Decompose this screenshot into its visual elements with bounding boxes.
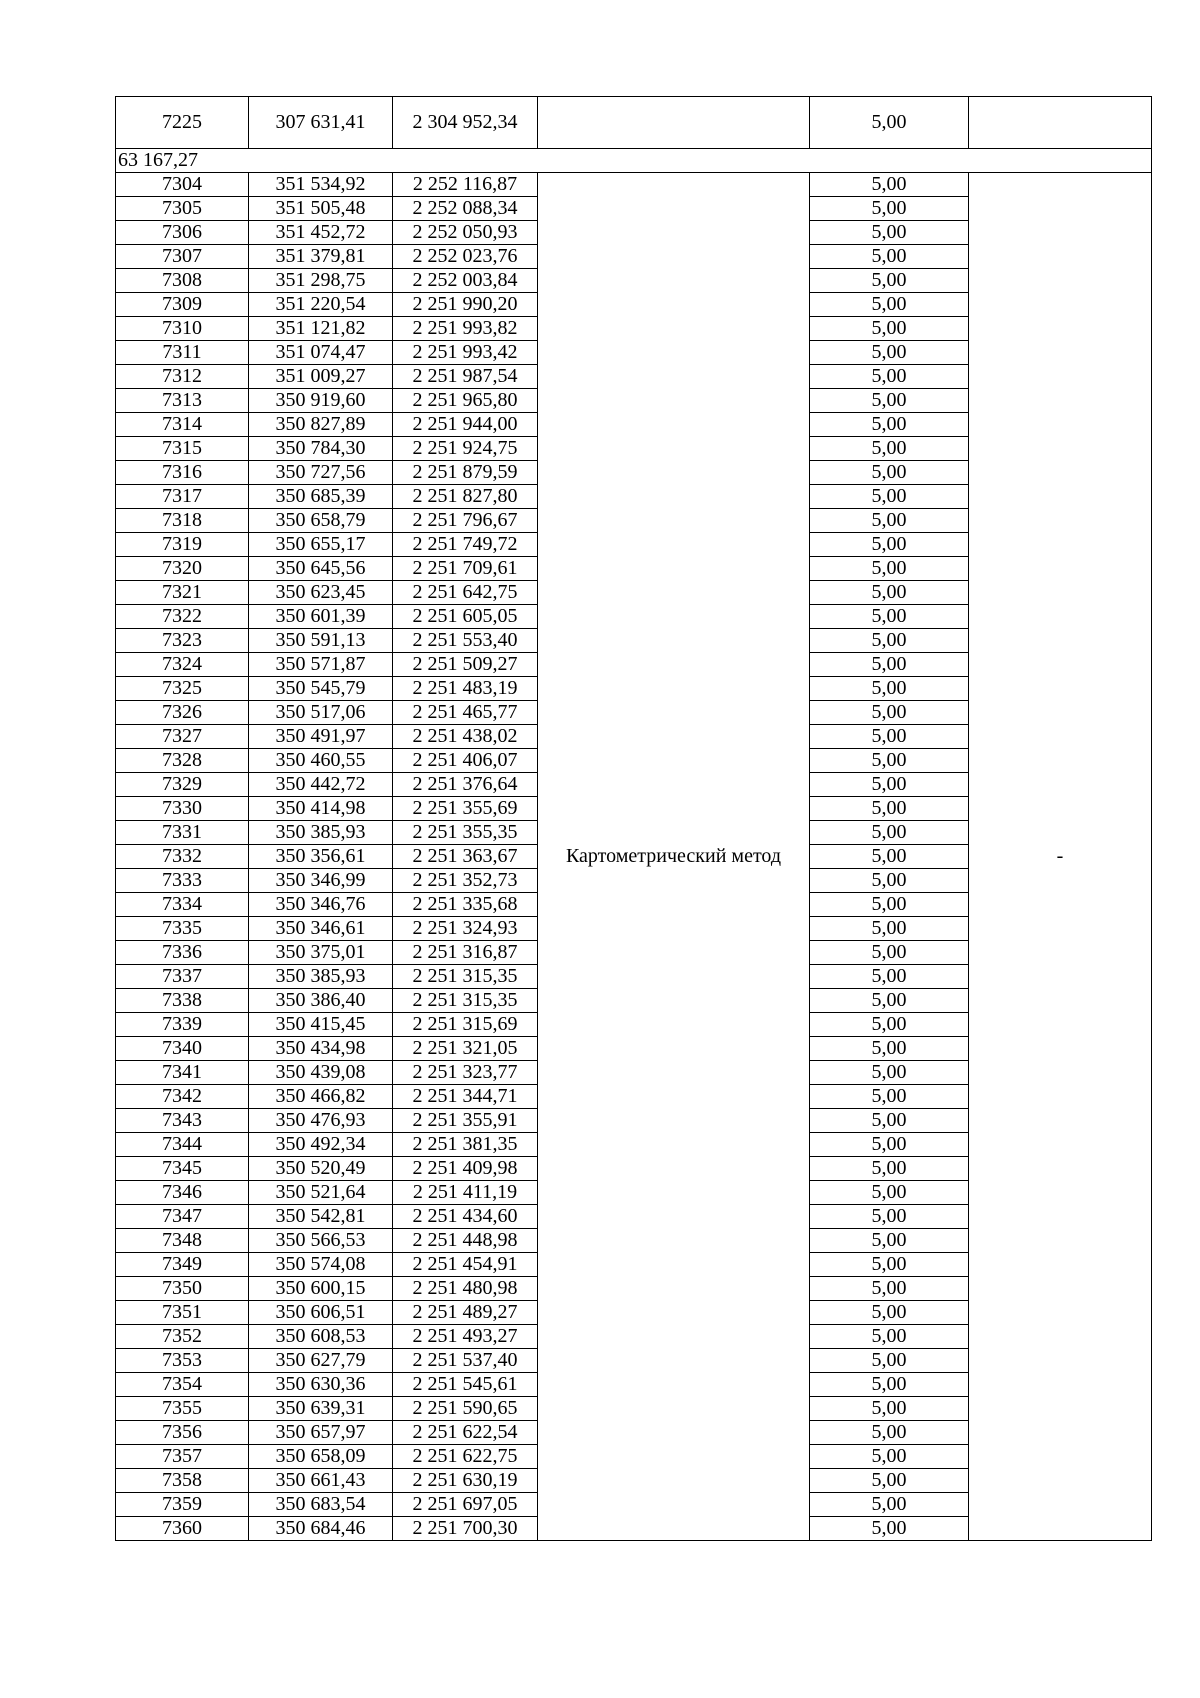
y-coordinate-cell: 2 251 796,67 [393, 509, 538, 533]
x-coordinate-cell: 351 452,72 [249, 221, 393, 245]
accuracy-cell: 5,00 [810, 509, 969, 533]
y-coordinate-cell: 2 252 116,87 [393, 173, 538, 197]
point-number-cell: 7309 [116, 293, 249, 317]
accuracy-cell: 5,00 [810, 245, 969, 269]
x-coordinate-cell: 350 639,31 [249, 1397, 393, 1421]
accuracy-cell: 5,00 [810, 437, 969, 461]
point-number-cell: 7343 [116, 1109, 249, 1133]
y-coordinate-cell: 2 251 324,93 [393, 917, 538, 941]
point-number-cell: 7323 [116, 629, 249, 653]
accuracy-cell: 5,00 [810, 869, 969, 893]
x-coordinate-cell: 350 600,15 [249, 1277, 393, 1301]
x-coordinate-cell: 350 574,08 [249, 1253, 393, 1277]
y-coordinate-cell: 2 251 335,68 [393, 893, 538, 917]
x-coordinate-cell: 350 630,36 [249, 1373, 393, 1397]
x-coordinate-cell: 350 386,40 [249, 989, 393, 1013]
point-number-cell: 7353 [116, 1349, 249, 1373]
point-number-cell: 7308 [116, 269, 249, 293]
y-coordinate-cell: 2 251 315,35 [393, 989, 538, 1013]
accuracy-cell: 5,00 [810, 1421, 969, 1445]
y-coordinate-cell: 2 251 355,91 [393, 1109, 538, 1133]
y-coordinate-cell: 2 251 993,42 [393, 341, 538, 365]
x-coordinate-cell: 351 009,27 [249, 365, 393, 389]
point-number-cell: 7332 [116, 845, 249, 869]
x-coordinate-cell: 350 591,13 [249, 629, 393, 653]
note-cell [969, 97, 1152, 149]
accuracy-cell: 5,00 [810, 317, 969, 341]
point-number-cell: 7340 [116, 1037, 249, 1061]
x-coordinate-cell: 350 657,97 [249, 1421, 393, 1445]
y-coordinate-cell: 2 251 509,27 [393, 653, 538, 677]
y-coordinate-cell: 2 252 003,84 [393, 269, 538, 293]
point-number-cell: 7359 [116, 1493, 249, 1517]
point-number-cell: 7325 [116, 677, 249, 701]
y-coordinate-cell: 2 251 406,07 [393, 749, 538, 773]
x-coordinate-cell: 350 346,76 [249, 893, 393, 917]
accuracy-cell: 5,00 [810, 1133, 969, 1157]
accuracy-cell: 5,00 [810, 1493, 969, 1517]
point-number-cell: 7341 [116, 1061, 249, 1085]
point-number-cell: 7356 [116, 1421, 249, 1445]
accuracy-cell: 5,00 [810, 845, 969, 869]
accuracy-cell: 5,00 [810, 701, 969, 725]
y-coordinate-cell: 2 251 434,60 [393, 1205, 538, 1229]
accuracy-cell: 5,00 [810, 797, 969, 821]
x-coordinate-cell: 350 645,56 [249, 557, 393, 581]
x-coordinate-cell: 350 520,49 [249, 1157, 393, 1181]
point-number-cell: 7313 [116, 389, 249, 413]
y-coordinate-cell: 2 251 924,75 [393, 437, 538, 461]
y-coordinate-cell: 2 251 316,87 [393, 941, 538, 965]
point-number-cell: 7344 [116, 1133, 249, 1157]
x-coordinate-cell: 350 346,61 [249, 917, 393, 941]
y-coordinate-cell: 2 251 363,67 [393, 845, 538, 869]
accuracy-cell: 5,00 [810, 173, 969, 197]
point-number-cell: 7319 [116, 533, 249, 557]
x-coordinate-cell: 350 608,53 [249, 1325, 393, 1349]
y-coordinate-cell: 2 251 323,77 [393, 1061, 538, 1085]
x-coordinate-cell: 350 919,60 [249, 389, 393, 413]
accuracy-cell: 5,00 [810, 1181, 969, 1205]
table-row [116, 97, 1152, 149]
x-coordinate-cell: 350 606,51 [249, 1301, 393, 1325]
point-number-cell: 7317 [116, 485, 249, 509]
accuracy-cell: 5,00 [810, 917, 969, 941]
point-number-cell: 7305 [116, 197, 249, 221]
accuracy-cell: 5,00 [810, 1349, 969, 1373]
point-number-cell: 7315 [116, 437, 249, 461]
y-coordinate-cell: 2 251 454,91 [393, 1253, 538, 1277]
x-coordinate-cell: 350 655,17 [249, 533, 393, 557]
method-cell: Картометрический метод [538, 173, 810, 1541]
point-number-cell: 7324 [116, 653, 249, 677]
y-coordinate-cell: 2 251 465,77 [393, 701, 538, 725]
accuracy-cell: 5,00 [810, 365, 969, 389]
x-coordinate-cell: 350 661,43 [249, 1469, 393, 1493]
y-coordinate-cell: 2 252 023,76 [393, 245, 538, 269]
y-coordinate-cell: 2 251 315,69 [393, 1013, 538, 1037]
accuracy-cell: 5,00 [810, 1229, 969, 1253]
y-coordinate-cell: 2 251 590,65 [393, 1397, 538, 1421]
coordinates-table [115, 96, 1152, 1541]
accuracy-cell: 5,00 [810, 1469, 969, 1493]
accuracy-cell: 5,00 [810, 1325, 969, 1349]
point-number-cell: 7326 [116, 701, 249, 725]
x-coordinate-cell: 351 074,47 [249, 341, 393, 365]
x-coordinate-cell: 350 658,79 [249, 509, 393, 533]
accuracy-cell: 5,00 [810, 989, 969, 1013]
point-number-cell: 7331 [116, 821, 249, 845]
point-number-cell: 7318 [116, 509, 249, 533]
point-number-cell: 7355 [116, 1397, 249, 1421]
accuracy-cell: 5,00 [810, 629, 969, 653]
point-number-cell: 7307 [116, 245, 249, 269]
accuracy-cell: 5,00 [810, 1517, 969, 1541]
x-coordinate-cell: 350 683,54 [249, 1493, 393, 1517]
accuracy-cell: 5,00 [810, 965, 969, 989]
point-number-cell: 7333 [116, 869, 249, 893]
x-coordinate-cell: 350 375,01 [249, 941, 393, 965]
x-coordinate-cell: 350 827,89 [249, 413, 393, 437]
x-coordinate-cell: 350 439,08 [249, 1061, 393, 1085]
x-coordinate-cell: 350 542,81 [249, 1205, 393, 1229]
area-value: 63 167,27 [116, 149, 1152, 173]
x-coordinate-cell: 350 356,61 [249, 845, 393, 869]
area-row [116, 149, 1152, 173]
y-coordinate-cell: 2 251 438,02 [393, 725, 538, 749]
point-number-cell: 7351 [116, 1301, 249, 1325]
point-number-cell: 7337 [116, 965, 249, 989]
x-coordinate-cell: 307 631,41 [249, 97, 393, 149]
x-coordinate-cell: 350 385,93 [249, 821, 393, 845]
y-coordinate-cell: 2 251 315,35 [393, 965, 538, 989]
x-coordinate-cell: 351 534,92 [249, 173, 393, 197]
point-number-cell: 7322 [116, 605, 249, 629]
accuracy-cell: 5,00 [810, 773, 969, 797]
x-coordinate-cell: 350 517,06 [249, 701, 393, 725]
y-coordinate-cell: 2 251 376,64 [393, 773, 538, 797]
point-number-cell: 7335 [116, 917, 249, 941]
accuracy-cell: 5,00 [810, 1277, 969, 1301]
point-number-cell: 7311 [116, 341, 249, 365]
y-coordinate-cell: 2 251 409,98 [393, 1157, 538, 1181]
point-number-cell: 7345 [116, 1157, 249, 1181]
x-coordinate-cell: 351 379,81 [249, 245, 393, 269]
x-coordinate-cell: 350 627,79 [249, 1349, 393, 1373]
method-cell [538, 97, 810, 149]
accuracy-cell: 5,00 [810, 221, 969, 245]
x-coordinate-cell: 350 784,30 [249, 437, 393, 461]
y-coordinate-cell: 2 251 944,00 [393, 413, 538, 437]
accuracy-cell: 5,00 [810, 197, 969, 221]
x-coordinate-cell: 350 460,55 [249, 749, 393, 773]
accuracy-cell: 5,00 [810, 533, 969, 557]
point-number-cell: 7354 [116, 1373, 249, 1397]
point-number-cell: 7306 [116, 221, 249, 245]
y-coordinate-cell: 2 251 553,40 [393, 629, 538, 653]
y-coordinate-cell: 2 251 700,30 [393, 1517, 538, 1541]
x-coordinate-cell: 350 545,79 [249, 677, 393, 701]
point-number-cell: 7316 [116, 461, 249, 485]
y-coordinate-cell: 2 251 545,61 [393, 1373, 538, 1397]
point-number-cell: 7357 [116, 1445, 249, 1469]
point-number-cell: 7336 [116, 941, 249, 965]
x-coordinate-cell: 350 623,45 [249, 581, 393, 605]
y-coordinate-cell: 2 251 709,61 [393, 557, 538, 581]
y-coordinate-cell: 2 252 050,93 [393, 221, 538, 245]
x-coordinate-cell: 350 346,99 [249, 869, 393, 893]
accuracy-cell: 5,00 [810, 1157, 969, 1181]
accuracy-cell: 5,00 [810, 1037, 969, 1061]
point-number-cell: 7360 [116, 1517, 249, 1541]
point-number-cell: 7349 [116, 1253, 249, 1277]
y-coordinate-cell: 2 251 622,75 [393, 1445, 538, 1469]
x-coordinate-cell: 350 491,97 [249, 725, 393, 749]
x-coordinate-cell: 350 566,53 [249, 1229, 393, 1253]
x-coordinate-cell: 350 466,82 [249, 1085, 393, 1109]
y-coordinate-cell: 2 252 088,34 [393, 197, 538, 221]
accuracy-cell: 5,00 [810, 725, 969, 749]
accuracy-cell: 5,00 [810, 893, 969, 917]
accuracy-cell: 5,00 [810, 1013, 969, 1037]
x-coordinate-cell: 350 492,34 [249, 1133, 393, 1157]
y-coordinate-cell: 2 251 630,19 [393, 1469, 538, 1493]
accuracy-cell: 5,00 [810, 1445, 969, 1469]
accuracy-cell: 5,00 [810, 557, 969, 581]
accuracy-cell: 5,00 [810, 341, 969, 365]
accuracy-cell: 5,00 [810, 461, 969, 485]
y-coordinate-cell: 2 251 965,80 [393, 389, 538, 413]
y-coordinate-cell: 2 251 355,69 [393, 797, 538, 821]
accuracy-cell: 5,00 [810, 485, 969, 509]
point-number-cell: 7338 [116, 989, 249, 1013]
point-number-cell: 7328 [116, 749, 249, 773]
accuracy-cell: 5,00 [810, 677, 969, 701]
x-coordinate-cell: 350 571,87 [249, 653, 393, 677]
x-coordinate-cell: 350 601,39 [249, 605, 393, 629]
accuracy-cell: 5,00 [810, 605, 969, 629]
y-coordinate-cell: 2 251 411,19 [393, 1181, 538, 1205]
x-coordinate-cell: 351 220,54 [249, 293, 393, 317]
y-coordinate-cell: 2 251 993,82 [393, 317, 538, 341]
point-number-cell: 7348 [116, 1229, 249, 1253]
accuracy-cell: 5,00 [810, 413, 969, 437]
point-number-cell: 7329 [116, 773, 249, 797]
y-coordinate-cell: 2 251 622,54 [393, 1421, 538, 1445]
point-number-cell: 7310 [116, 317, 249, 341]
accuracy-cell: 5,00 [810, 1373, 969, 1397]
accuracy-cell: 5,00 [810, 389, 969, 413]
y-coordinate-cell: 2 251 605,05 [393, 605, 538, 629]
accuracy-cell: 5,00 [810, 653, 969, 677]
y-coordinate-cell: 2 304 952,34 [393, 97, 538, 149]
point-number-cell: 7320 [116, 557, 249, 581]
y-coordinate-cell: 2 251 642,75 [393, 581, 538, 605]
point-number-cell: 7327 [116, 725, 249, 749]
x-coordinate-cell: 351 298,75 [249, 269, 393, 293]
x-coordinate-cell: 350 476,93 [249, 1109, 393, 1133]
accuracy-cell: 5,00 [810, 749, 969, 773]
point-number-cell: 7350 [116, 1277, 249, 1301]
x-coordinate-cell: 350 521,64 [249, 1181, 393, 1205]
point-number-cell: 7321 [116, 581, 249, 605]
accuracy-cell: 5,00 [810, 1061, 969, 1085]
accuracy-cell: 5,00 [810, 1301, 969, 1325]
table-body [116, 97, 1152, 1541]
y-coordinate-cell: 2 251 321,05 [393, 1037, 538, 1061]
accuracy-cell: 5,00 [810, 97, 969, 149]
point-number-cell: 7314 [116, 413, 249, 437]
y-coordinate-cell: 2 251 879,59 [393, 461, 538, 485]
accuracy-cell: 5,00 [810, 1397, 969, 1421]
x-coordinate-cell: 351 505,48 [249, 197, 393, 221]
y-coordinate-cell: 2 251 697,05 [393, 1493, 538, 1517]
point-number-cell: 7347 [116, 1205, 249, 1229]
point-number-cell: 7225 [116, 97, 249, 149]
table-row [116, 173, 1152, 197]
y-coordinate-cell: 2 251 987,54 [393, 365, 538, 389]
x-coordinate-cell: 350 658,09 [249, 1445, 393, 1469]
y-coordinate-cell: 2 251 990,20 [393, 293, 538, 317]
y-coordinate-cell: 2 251 537,40 [393, 1349, 538, 1373]
point-number-cell: 7339 [116, 1013, 249, 1037]
x-coordinate-cell: 350 685,39 [249, 485, 393, 509]
x-coordinate-cell: 350 442,72 [249, 773, 393, 797]
x-coordinate-cell: 351 121,82 [249, 317, 393, 341]
point-number-cell: 7330 [116, 797, 249, 821]
point-number-cell: 7352 [116, 1325, 249, 1349]
point-number-cell: 7342 [116, 1085, 249, 1109]
note-cell: - [969, 173, 1152, 1541]
point-number-cell: 7312 [116, 365, 249, 389]
y-coordinate-cell: 2 251 381,35 [393, 1133, 538, 1157]
point-number-cell: 7304 [116, 173, 249, 197]
x-coordinate-cell: 350 727,56 [249, 461, 393, 485]
y-coordinate-cell: 2 251 827,80 [393, 485, 538, 509]
accuracy-cell: 5,00 [810, 1205, 969, 1229]
y-coordinate-cell: 2 251 489,27 [393, 1301, 538, 1325]
accuracy-cell: 5,00 [810, 581, 969, 605]
accuracy-cell: 5,00 [810, 821, 969, 845]
point-number-cell: 7358 [116, 1469, 249, 1493]
x-coordinate-cell: 350 434,98 [249, 1037, 393, 1061]
accuracy-cell: 5,00 [810, 941, 969, 965]
x-coordinate-cell: 350 684,46 [249, 1517, 393, 1541]
accuracy-cell: 5,00 [810, 293, 969, 317]
x-coordinate-cell: 350 415,45 [249, 1013, 393, 1037]
x-coordinate-cell: 350 385,93 [249, 965, 393, 989]
accuracy-cell: 5,00 [810, 1253, 969, 1277]
y-coordinate-cell: 2 251 448,98 [393, 1229, 538, 1253]
y-coordinate-cell: 2 251 352,73 [393, 869, 538, 893]
point-number-cell: 7346 [116, 1181, 249, 1205]
accuracy-cell: 5,00 [810, 269, 969, 293]
y-coordinate-cell: 2 251 483,19 [393, 677, 538, 701]
point-number-cell: 7334 [116, 893, 249, 917]
y-coordinate-cell: 2 251 749,72 [393, 533, 538, 557]
y-coordinate-cell: 2 251 355,35 [393, 821, 538, 845]
y-coordinate-cell: 2 251 480,98 [393, 1277, 538, 1301]
accuracy-cell: 5,00 [810, 1085, 969, 1109]
y-coordinate-cell: 2 251 344,71 [393, 1085, 538, 1109]
y-coordinate-cell: 2 251 493,27 [393, 1325, 538, 1349]
accuracy-cell: 5,00 [810, 1109, 969, 1133]
x-coordinate-cell: 350 414,98 [249, 797, 393, 821]
